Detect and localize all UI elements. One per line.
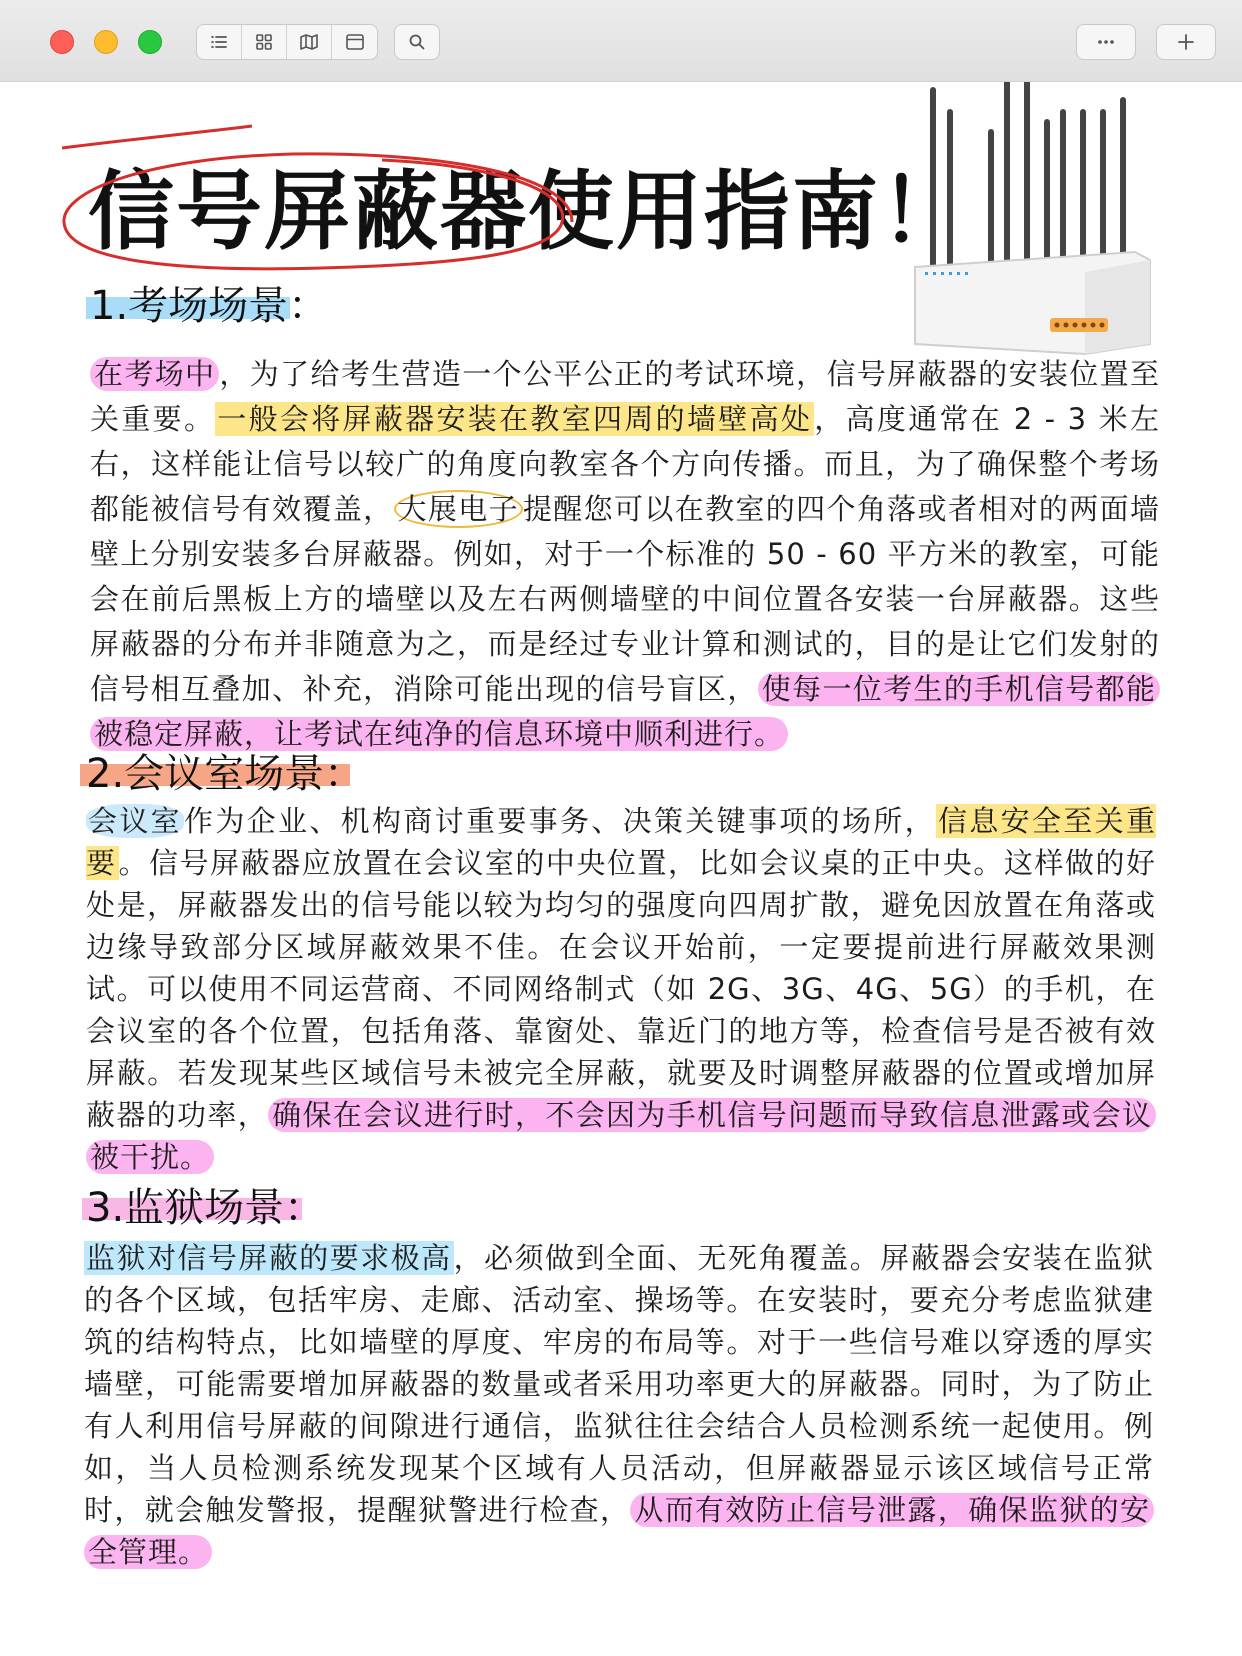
highlight-yellow: 信息安全至关重要 [86, 804, 1156, 880]
section-body-prison [84, 1237, 1154, 1573]
section-heading-prison: 3.监狱场景： [86, 1185, 325, 1231]
more-options-button[interactable] [1076, 24, 1136, 60]
body-text: ，必须做到全面、无死角覆盖。屏蔽器会安装在监狱的各个区域，包括牢房、走廊、活动室、操场等。在安装时，要充分考虑监狱建筑的结构特点，比如墙壁的厚度、牢房的布局等。对于一些信号难以穿透的厚实墙壁，可能需要增加屏蔽器的数量或者采用功率更大的屏蔽器。同时，为了防止有人利用信号屏蔽的间隙进行通信，监狱往往会结合人员检测系统一起使用。例如，当人员检测系统发现某个区域有人员活动，但屏蔽器显示该区域信号正常时，就会触发警报，提醒狱警进行检查， [84, 1241, 1154, 1527]
highlight-blue: 会议室 [88, 804, 182, 838]
list-view-button[interactable] [197, 25, 242, 59]
map-view-button[interactable] [287, 25, 332, 59]
document-content [0, 82, 1242, 1656]
body-text: ，高度通常在 2 - 3 米左右，这样能让信号以较广的角度向教室各个方向传播。而且，为了确保整个考场都能被信号有效覆盖， [90, 402, 1160, 526]
highlight-pink: 在考场中 [90, 357, 219, 391]
body-text: ，为了给考生营造一个公平公正的考试环境，信号屏蔽器的安装位置至关重要。 [90, 357, 1160, 436]
section-heading-exam: 1.考场场景： [90, 283, 329, 329]
body-text: 作为企业、机构商讨重要事务、决策关键事项的场所， [184, 804, 936, 838]
highlight-pink: 确保在会议进行时，不会因为手机信号问题而导致信息泄露或会议被干扰。 [86, 1098, 1156, 1174]
section-body-exam [90, 352, 1160, 757]
more-icon [1095, 31, 1117, 53]
highlight-yellow: 一般会将屏蔽器安装在教室四周的墙壁高处 [217, 402, 813, 436]
list-icon [208, 31, 230, 53]
window-view-button[interactable] [332, 25, 377, 59]
page-title: 信号屏蔽器使用指南！ [88, 162, 968, 262]
highlight-pink: 使每一位考生的手机信号都能被稳定屏蔽，让考试在纯净的信息环境中顺利进行。 [90, 672, 1160, 751]
close-window-button[interactable] [50, 30, 74, 54]
grid-view-button[interactable] [242, 25, 287, 59]
highlight-blue: 监狱对信号屏蔽的要求极高 [86, 1241, 452, 1275]
body-text: 提醒您可以在教室的四个角落或者相对的两面墙壁上分别安装多台屏蔽器。例如，对于一个标准的 50 - 60 平方米的教室，可能会在前后黑板上方的墙壁以及左右两侧墙壁的中间位置各安装一台屏蔽器。这些屏蔽器的分布并非随意为之，而是经过专业计算和测试的，目的是让它们发射的信号相互叠加、补充，消除可能出现的信号盲区， [90, 492, 1160, 706]
window-titlebar [0, 0, 1242, 82]
window-icon [344, 31, 366, 53]
section-heading-meeting: 2.会议室场景： [86, 751, 365, 797]
search-button[interactable] [394, 24, 440, 60]
view-toolbar [196, 24, 378, 60]
plus-icon [1175, 31, 1197, 53]
zoom-window-button[interactable] [138, 30, 162, 54]
brand-circle-highlight: 大展电子 [394, 490, 523, 528]
highlight-pink: 从而有效防止信号泄露，确保监狱的安全管理。 [84, 1493, 1154, 1569]
search-icon [406, 31, 428, 53]
map-icon [298, 31, 320, 53]
body-text: 。信号屏蔽器应放置在会议室的中央位置，比如会议桌的正中央。这样做的好处是，屏蔽器发出的信号能以较为均匀的强度向四周扩散，避免因放置在角落或边缘导致部分区域屏蔽效果不佳。在会议开始前，一定要提前进行屏蔽效果测试。可以使用不同运营商、不同网络制式（如 2G、3G、4G、5G）的手机，在会议室的各个位置，包括角落、靠窗处、靠近门的地方等，检查信号是否被有效屏蔽。若发现某些区域信号未被完全屏蔽，就要及时调整屏蔽器的位置或增加屏蔽器的功率， [86, 846, 1156, 1132]
minimize-window-button[interactable] [94, 30, 118, 54]
section-body-meeting [86, 800, 1156, 1178]
new-tab-button[interactable] [1156, 24, 1216, 60]
grid-icon [253, 31, 275, 53]
